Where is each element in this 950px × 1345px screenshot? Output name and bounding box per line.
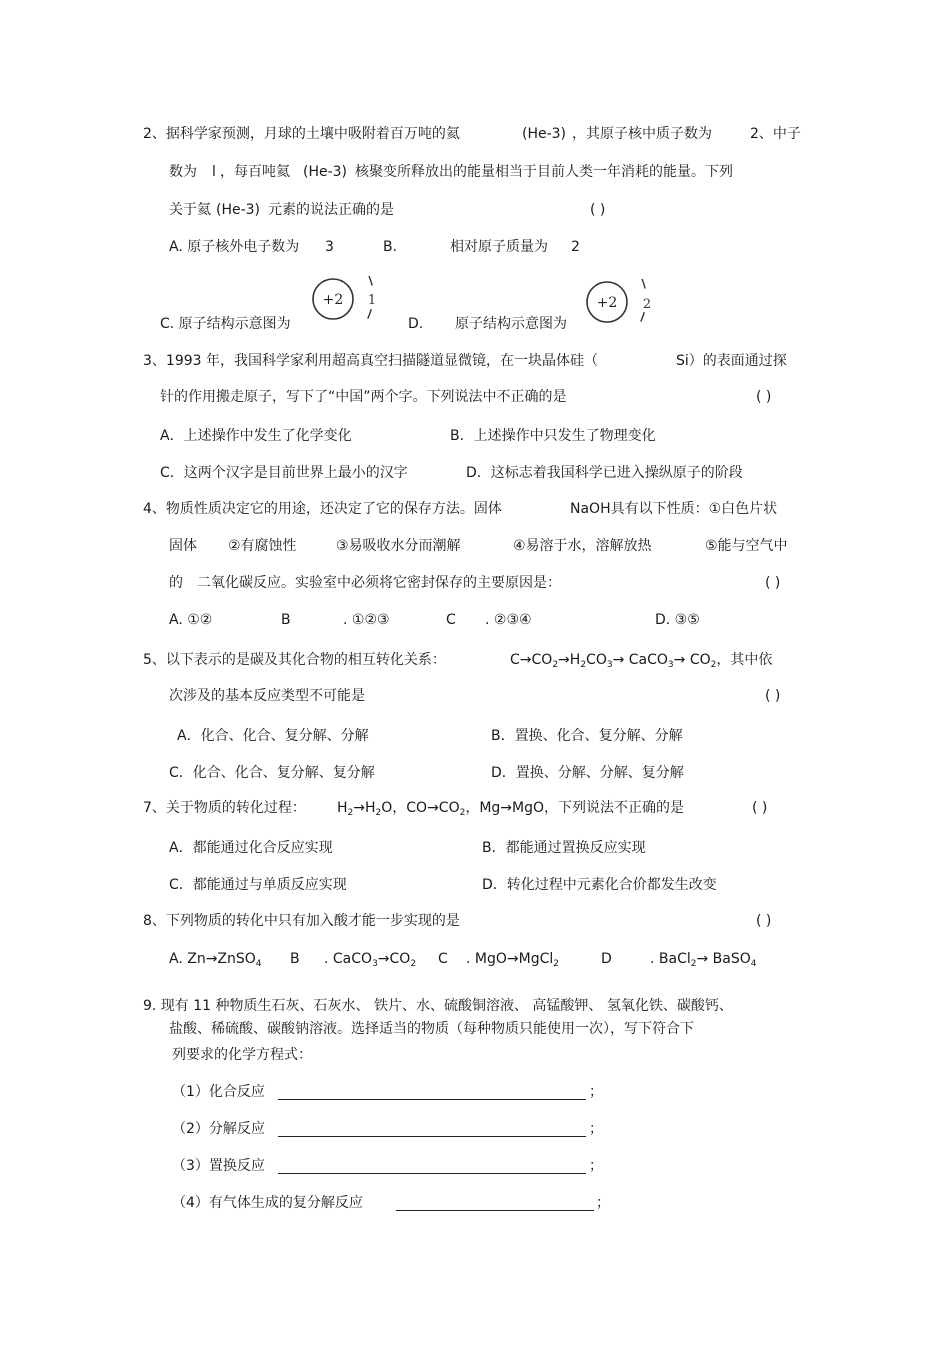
- answer-blank-2[interactable]: [278, 1122, 586, 1137]
- q8-option-c-letter: C: [438, 951, 448, 967]
- q7-option-b: B．都能通过置换反应实现: [482, 840, 646, 856]
- q2-option-a-value: 3: [325, 239, 334, 255]
- q4-line2-b: ②有腐蚀性: [228, 538, 297, 554]
- q3-option-a: A．上述操作中发生了化学变化: [160, 428, 352, 444]
- q5-line1: 5、以下表示的是碳及其化合物的相互转化关系：: [143, 652, 446, 668]
- semicolon-2: ；: [589, 1121, 603, 1137]
- atom-c-electrons: 1: [367, 293, 377, 308]
- q9-item-2: （2）分解反应: [172, 1121, 265, 1137]
- q5-formula-chain: $C\to CO_2\to H_2CO_3\to$ CaCO$_3$→ $CO_2$，其中依: [510, 652, 773, 670]
- q2-option-c: C. 原子结构示意图为: [160, 316, 291, 332]
- q3-line1-end: Si）的表面通过探: [676, 353, 787, 369]
- q7-formulas: $H_2\to H_2O$，$CO\to CO_2$，Mg→MgO，下列说法不正确的是: [337, 800, 685, 818]
- q4-line2-d: ④易溶于水，溶解放热: [513, 538, 652, 554]
- q4-line3-b: 二氧化碳反应。实验室中必须将它密封保存的主要原因是：: [197, 575, 561, 591]
- q4-answer-paren: ( ): [765, 575, 781, 591]
- q5-option-c: C．化合、化合、复分解、复分解: [169, 765, 375, 781]
- q4-option-c-letter: C: [446, 612, 456, 628]
- q4-line1-end: NaOH具有以下性质：①白色片状: [570, 501, 778, 517]
- atom-diagram-d: [580, 275, 660, 335]
- q5-option-d: D．置换、分解、分解、复分解: [491, 765, 684, 781]
- atom-d-nucleus: +2: [596, 295, 618, 311]
- q2-line1-mid: ，其原子核中质子数为: [572, 126, 712, 142]
- q7-line1: 7、关于物质的转化过程：: [143, 800, 306, 816]
- semicolon-3: ；: [589, 1158, 603, 1174]
- q7-option-d: D．转化过程中元素化合价都发生改变: [482, 877, 717, 893]
- answer-blank-4[interactable]: [396, 1196, 594, 1211]
- q4-option-c: . ②③④: [485, 612, 532, 628]
- q3-line1: 3、1993 年，我国科学家利用超高真空扫描隧道显微镜，在一块晶体硅（: [143, 353, 598, 369]
- q9-line3: 列要求的化学方程式：: [172, 1047, 312, 1063]
- q2-line3-he3: (He-3): [216, 202, 261, 218]
- q2-answer-paren: ( ): [590, 202, 606, 218]
- q5-option-b: B．置换、化合、复分解、分解: [491, 728, 683, 744]
- q2-option-b-value: 2: [571, 239, 580, 255]
- q3-answer-paren: ( ): [756, 389, 772, 405]
- q9-item-1: （1）化合反应: [172, 1084, 265, 1100]
- q2-option-d-text: 原子结构示意图为: [455, 316, 567, 332]
- atom-diagram-c: [305, 272, 385, 332]
- q2-line2-end: 核聚变所释放出的能量相当于目前人类一年消耗的能量。下列: [355, 164, 733, 180]
- q2-line3: 关于氦: [169, 202, 211, 218]
- q7-option-a: A．都能通过化合反应实现: [169, 840, 333, 856]
- q5-option-a: A．化合、化合、复分解、分解: [177, 728, 369, 744]
- q2-line1-he3: (He-3): [522, 126, 567, 142]
- atom-d-electrons: 2: [642, 297, 652, 312]
- q4-line2-a: 固体: [169, 538, 197, 554]
- q9-item-3: （3）置换反应: [172, 1158, 265, 1174]
- q4-option-a: A. ①②: [169, 612, 213, 628]
- q5-answer-paren: ( ): [765, 688, 781, 704]
- q4-option-b-letter: B: [281, 612, 291, 628]
- q8-answer-paren: ( ): [756, 913, 772, 929]
- q9-line1: 9. 现有 11 种物质生石灰、石灰水、 铁片、水、硫酸铜溶液、 高锰酸钾、 氢氧化铁、碳酸钙、: [143, 998, 733, 1014]
- q2-line1: 2、据科学家预测，月球的土壤中吸附着百万吨的氦: [143, 126, 460, 142]
- q2-line2-he3: (He-3): [303, 164, 348, 180]
- q4-option-d: D. ③⑤: [655, 612, 700, 628]
- q4-option-b: . ①②③: [343, 612, 390, 628]
- q4-line1: 4、物质性质决定它的用途，还决定了它的保存方法。固体: [143, 501, 502, 517]
- q7-option-c: C．都能通过与单质反应实现: [169, 877, 347, 893]
- q4-line2-c: ③易吸收水分而潮解: [336, 538, 461, 554]
- q2-line2-l: l: [212, 164, 216, 180]
- q8-option-d: . BaCl$_2$→ BaSO$_4$: [650, 951, 757, 969]
- q8-option-c: . MgO→MgCl$_2$: [466, 951, 559, 969]
- q2-option-b: B.: [383, 239, 398, 255]
- q4-line3-a: 的: [169, 575, 183, 591]
- atom-c-nucleus: +2: [322, 292, 344, 308]
- q5-line2: 次涉及的基本反应类型不可能是: [169, 688, 365, 704]
- q8-option-d-letter: D: [601, 951, 612, 967]
- q2-option-b-text: 相对原子质量为: [450, 239, 548, 255]
- q8-option-a: A. Zn→ZnSO$_4$: [169, 951, 262, 969]
- q8-option-b: . $CaCO_3\to CO_2$: [324, 951, 417, 969]
- q9-item-4: （4）有气体生成的复分解反应: [172, 1195, 363, 1211]
- q2-line2-mid: ，每百吨氦: [220, 164, 290, 180]
- q8-option-b-letter: B: [290, 951, 300, 967]
- q3-option-d: D．这标志着我国科学已进入操纵原子的阶段: [466, 465, 743, 481]
- q8-line1: 8、下列物质的转化中只有加入酸才能一步实现的是: [143, 913, 460, 929]
- q4-line2-e: ⑤能与空气中: [705, 538, 788, 554]
- answer-blank-1[interactable]: [278, 1085, 586, 1100]
- q9-line2: 盐酸、稀硫酸、碳酸钠溶液。选择适当的物质（每种物质只能使用一次），写下符合下: [169, 1021, 694, 1037]
- semicolon-1: ；: [589, 1084, 603, 1100]
- q3-option-c: C．这两个汉字是目前世界上最小的汉字: [160, 465, 408, 481]
- q2-option-a: A. 原子核外电子数为: [169, 239, 300, 255]
- q3-option-b: B．上述操作中只发生了物理变化: [450, 428, 656, 444]
- semicolon-4: ；: [596, 1195, 610, 1211]
- q2-option-d: D.: [408, 316, 424, 332]
- q2-line2: 数为: [169, 164, 197, 180]
- q2-line3-text: 元素的说法正确的是: [268, 202, 394, 218]
- q7-answer-paren: ( ): [752, 800, 768, 816]
- q3-line2: 针的作用搬走原子，写下了“中国”两个字。下列说法中不正确的是: [160, 389, 567, 405]
- answer-blank-3[interactable]: [278, 1159, 586, 1174]
- q2-line1-end: 2、中子: [750, 126, 801, 142]
